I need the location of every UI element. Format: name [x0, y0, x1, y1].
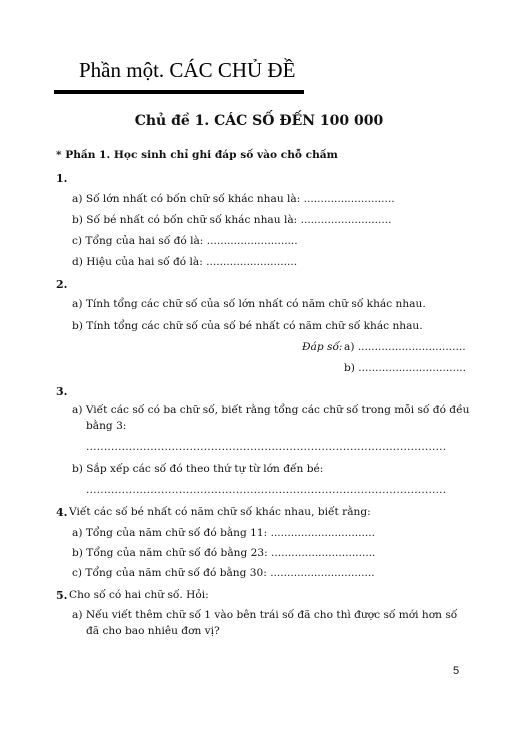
- question-4-item-c: c) Tổng của năm chữ số đó bằng 30: ...............................: [72, 567, 375, 579]
- question-4-stem: Viết các số bé nhất có năm chữ số khác nhau, biết rằng:: [69, 506, 371, 518]
- question-5-stem: Cho số có hai chữ số. Hỏi:: [69, 589, 209, 601]
- question-3-item-b: b) Sắp xếp các số đó theo thứ tự từ lớn đến bé:: [72, 463, 324, 475]
- question-1-item-d: d) Hiệu của hai số đó là: ...........................: [72, 256, 298, 268]
- page-number: 5: [453, 665, 460, 677]
- question-2-item-b: b) Tính tổng các chữ số của số bé nhất có năm chữ số khác nhau.: [72, 320, 423, 332]
- answer-a-line: a) ................................: [344, 341, 466, 353]
- question-3-number: 3.: [56, 385, 68, 398]
- question-2-item-a: a) Tính tổng các chữ số của số lớn nhất có năm chữ số khác nhau.: [72, 298, 426, 310]
- topic-title: Chủ đề 1. CÁC SỐ ĐẾN 100 000: [134, 113, 384, 129]
- question-5-number: 5.: [56, 589, 68, 602]
- section-header: * Phần 1. Học sinh chỉ ghi đáp số vào chỗ chấm: [56, 149, 338, 161]
- part-title-rule: [54, 90, 304, 94]
- answer-label: Đáp số:: [302, 341, 343, 353]
- question-1-item-c: c) Tổng của hai số đó là: ...........................: [72, 235, 298, 247]
- question-4-item-a: a) Tổng của năm chữ số đó bằng 11: ...............................: [72, 527, 375, 539]
- question-3-answer-line-a: .....................................................................................................: [86, 441, 447, 453]
- part-title: Phần một. CÁC CHỦ ĐỀ: [79, 58, 296, 82]
- question-3-item-a-line1: a) Viết các số có ba chữ số, biết rằng tổng các chữ số trong mỗi số đó đều: [72, 404, 470, 416]
- question-1-number: 1.: [56, 172, 68, 185]
- question-1-item-a: a) Số lớn nhất có bốn chữ số khác nhau là: ...........................: [72, 193, 395, 205]
- question-3-answer-line-b: .....................................................................................................: [86, 484, 447, 496]
- answer-b-line: b) ................................: [344, 362, 467, 374]
- question-5-item-a-line1: a) Nếu viết thêm chữ số 1 vào bên trái số đã cho thì được số mới hơn số: [72, 609, 458, 621]
- question-4-item-b: b) Tổng của năm chữ số đó bằng 23: ...............................: [72, 547, 376, 559]
- question-5-item-a-line2: đã cho bao nhiêu đơn vị?: [86, 625, 220, 637]
- question-4-number: 4.: [56, 506, 68, 519]
- question-3-item-a-line2: bằng 3:: [86, 420, 127, 432]
- question-2-number: 2.: [56, 278, 68, 291]
- question-1-item-b: b) Số bé nhất có bốn chữ số khác nhau là: ...........................: [72, 214, 392, 226]
